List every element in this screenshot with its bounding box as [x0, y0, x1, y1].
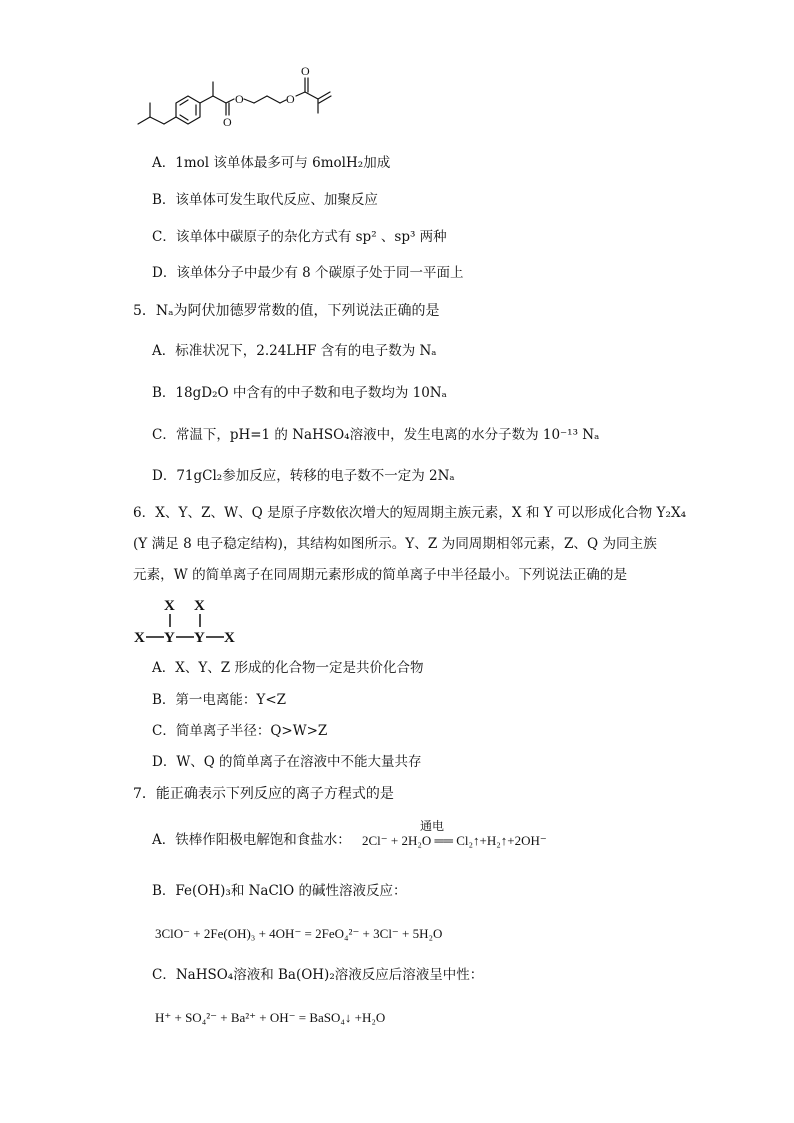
q5-stem: 5．Nₐ为阿伏加德罗常数的值，下列说法正确的是	[133, 303, 440, 319]
atom-y-right: Y	[194, 630, 205, 646]
atom-y-left: Y	[164, 630, 175, 646]
ester-oxygen-1: O	[235, 92, 244, 106]
monomer-structure-diagram	[130, 62, 350, 134]
q4-option-c: C．该单体中碳原子的杂化方式有 sp² 、sp³ 两种	[152, 229, 447, 245]
q6-stem-line-1: 6．X、Y、Z、W、Q 是原子序数依次增大的短周期主族元素，X 和 Y 可以形成化合物 Y₂X₄	[133, 505, 687, 521]
q6-stem-line-3: 元素，W 的简单离子在同周期元素形成的简单离子中半径最小。下列说法正确的是	[133, 567, 628, 583]
q7-option-b-equation: 3ClO⁻ + 2Fe(OH)₃ + 4OH⁻ = 2FeO₄²⁻ + 3Cl⁻ + 5H₂O	[155, 926, 443, 941]
q7-option-a-label: A．铁棒作阳极电解饱和食盐水：	[152, 832, 351, 848]
q7-option-a-equation: 2Cl⁻ + 2H₂O ══ Cl₂↑+H₂↑+2OH⁻	[362, 833, 547, 848]
q6-stem-line-2: (Y 满足 8 电子稳定结构)，其结构如图所示。Y、Z 为同周期相邻元素，Z、Q 为同主族	[133, 536, 657, 552]
q4-option-d: D．该单体分子中最少有 8 个碳原子处于同一平面上	[152, 265, 464, 281]
q7-option-b-label: B．Fe(OH)₃和 NaClO 的碱性溶液反应：	[152, 883, 407, 899]
q5-option-a: A．标准状况下，2.24LHF 含有的电子数为 Nₐ	[152, 343, 437, 359]
q5-option-d: D．71gCl₂参加反应，转移的电子数不一定为 2Nₐ	[152, 468, 455, 484]
atom-x-left: X	[134, 630, 145, 646]
q7-option-c-equation: H⁺ + SO₄²⁻ + Ba²⁺ + OH⁻ = BaSO₄↓ +H₂O	[155, 1010, 386, 1025]
q6-option-d: D．W、Q 的简单离子在溶液中不能大量共存	[152, 754, 422, 770]
ester-oxygen-2: O	[286, 92, 295, 106]
atom-x-top-right: X	[194, 598, 205, 614]
atom-x-top-left: X	[164, 598, 175, 614]
ester-carbonyl-oxygen: O	[223, 115, 232, 129]
q5-option-c: C．常温下，pH=1 的 NaHSO₄溶液中，发生电离的水分子数为 10⁻¹³ Nₐ	[152, 427, 600, 443]
q6-option-c: C．简单离子半径：Q>W>Z	[152, 723, 328, 739]
q6-option-a: A．X、Y、Z 形成的化合物一定是共价化合物	[152, 660, 424, 676]
q6-option-b: B．第一电离能：Y<Z	[152, 692, 287, 708]
acrylate-carbonyl-oxygen: O	[301, 64, 310, 78]
q4-option-a: A．1mol 该单体最多可与 6molH₂加成	[152, 155, 391, 171]
q7-stem: 7．能正确表示下列反应的离子方程式的是	[133, 786, 394, 802]
q5-option-b: B．18gD₂O 中含有的中子数和电子数均为 10Nₐ	[152, 385, 447, 401]
q7-option-c-label: C．NaHSO₄溶液和 Ba(OH)₂溶液反应后溶液呈中性：	[152, 967, 484, 983]
q4-option-b: B．该单体可发生取代反应、加聚反应	[152, 192, 378, 208]
atom-x-right: X	[224, 630, 235, 646]
q7-option-a-condition: 通电	[420, 819, 445, 833]
y2x4-structure-diagram	[130, 594, 250, 650]
